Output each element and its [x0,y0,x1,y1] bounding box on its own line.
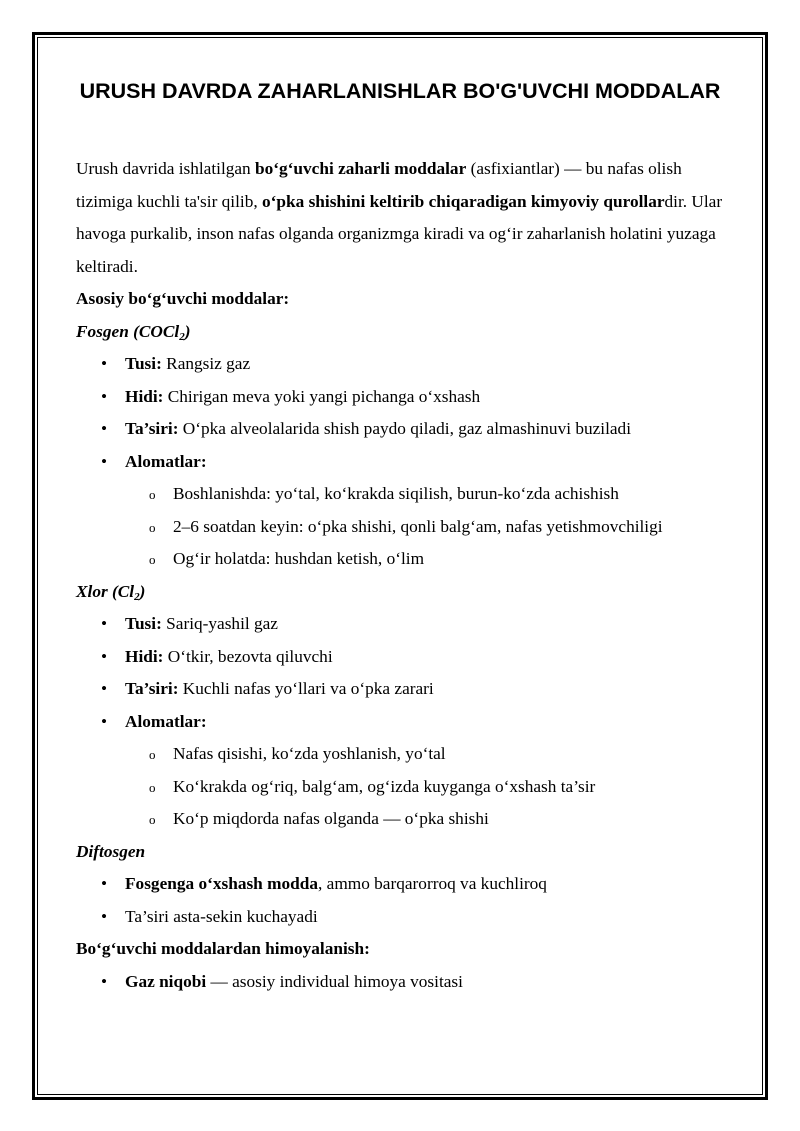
label: Fosgenga o‘xshash modda [125,874,319,893]
value: Chirigan meva yoki yangi pichanga o‘xshash [163,386,481,406]
document-body [76,70,724,998]
fosgen-subscript: 2 [179,330,185,343]
xlor-tusi [76,608,724,641]
intro-text-3: dir. Ular havoga purkalib, inson nafas olganda organizmga kiradi va og‘ir zaharlanish holatini yuzaga keltiradi. [76,191,723,276]
protection-heading: Bo‘g‘uvchi moddalardan himoyalanish: [76,939,370,958]
xlor-name: Xlor (Cl [76,581,135,601]
fosgen-close: ) [184,321,191,341]
protection-item [76,966,724,999]
xlor-subscript: 2 [134,590,140,603]
diftosgen-item: • Ta’siri asta-sekin kuchayadi [76,901,724,934]
xlor-alomatlar [76,706,724,739]
fosgen-alomat-item: o Boshlanishda: yo‘tal, ko‘krakda siqilish, burun-ko‘zda achishish [76,478,724,511]
label: Alomatlar: [125,711,207,731]
document-title: URUSH DAVRDA ZAHARLANISHLAR BO'G'UVCHI MODDALAR [79,79,721,103]
value: O‘tkir, bezovta qiluvchi [163,646,333,666]
label: Tusi: [125,354,162,373]
protection-list [76,966,724,999]
diftosgen-list [76,868,724,933]
diftosgen-item [76,868,724,901]
main-heading: Asosiy bo‘g‘uvchi moddalar: [76,289,290,308]
xlor-tasiri [76,673,724,706]
value: Rangsiz gaz [161,354,251,373]
value: , ammo barqarorroq va kuchliroq [318,874,547,893]
xlor-alomat-item: o Ko‘p miqdorda nafas olganda — o‘pka shishi [76,803,724,836]
value: Kuchli nafas yo‘llari va o‘pka zarari [178,679,434,698]
value: — asosiy individual himoya vositasi [206,971,463,991]
xlor-alomat-item: o Ko‘krakda og‘riq, balg‘am, og‘izda kuyganga o‘xshash ta’sir [76,771,724,804]
fosgen-heading [76,316,724,349]
intro-paragraph [76,153,724,283]
intro-text-1: Urush davrida ishlatilgan [76,159,256,178]
fosgen-name: Fosgen (COCl [76,321,180,341]
label: Alomatlar: [125,451,207,471]
fosgen-alomat-item: o 2–6 soatdan keyin: o‘pka shishi, qonli balg‘am, nafas yetishmovchiligi [76,511,724,544]
intro-bold-1: bo‘g‘uvchi zaharli moddalar [255,159,467,178]
label: Gaz niqobi [125,971,207,991]
fosgen-hidi [76,381,724,414]
diftosgen-heading: Diftosgen [76,841,146,861]
xlor-alomat-item: o Nafas qisishi, ko‘zda yoshlanish, yo‘tal [76,738,724,771]
label: Ta’siri: [125,419,179,438]
fosgen-alomat-item: o Og‘ir holatda: hushdan ketish, o‘lim [76,543,724,576]
label: Hidi: [125,646,164,666]
fosgen-list [76,348,724,576]
label: Tusi: [125,614,162,633]
fosgen-tasiri [76,413,724,446]
fosgen-alomatlar [76,446,724,479]
value: Sariq-yashil gaz [161,614,278,633]
xlor-heading [76,576,724,609]
xlor-list [76,608,724,836]
label: Ta’siri: [125,679,179,698]
fosgen-tusi [76,348,724,381]
xlor-close: ) [139,581,146,601]
intro-bold-2: o‘pka shishini keltirib chiqaradigan kimyoviy qurollar [261,191,665,211]
intro-text-2: (asfixiantlar) — bu nafas olish tizimiga kuchli ta'sir qilib, [76,159,682,211]
label: Hidi: [125,386,164,406]
xlor-hidi [76,641,724,674]
value: O‘pka alveolalarida shish paydo qiladi, gaz almashinuvi buziladi [178,419,631,438]
